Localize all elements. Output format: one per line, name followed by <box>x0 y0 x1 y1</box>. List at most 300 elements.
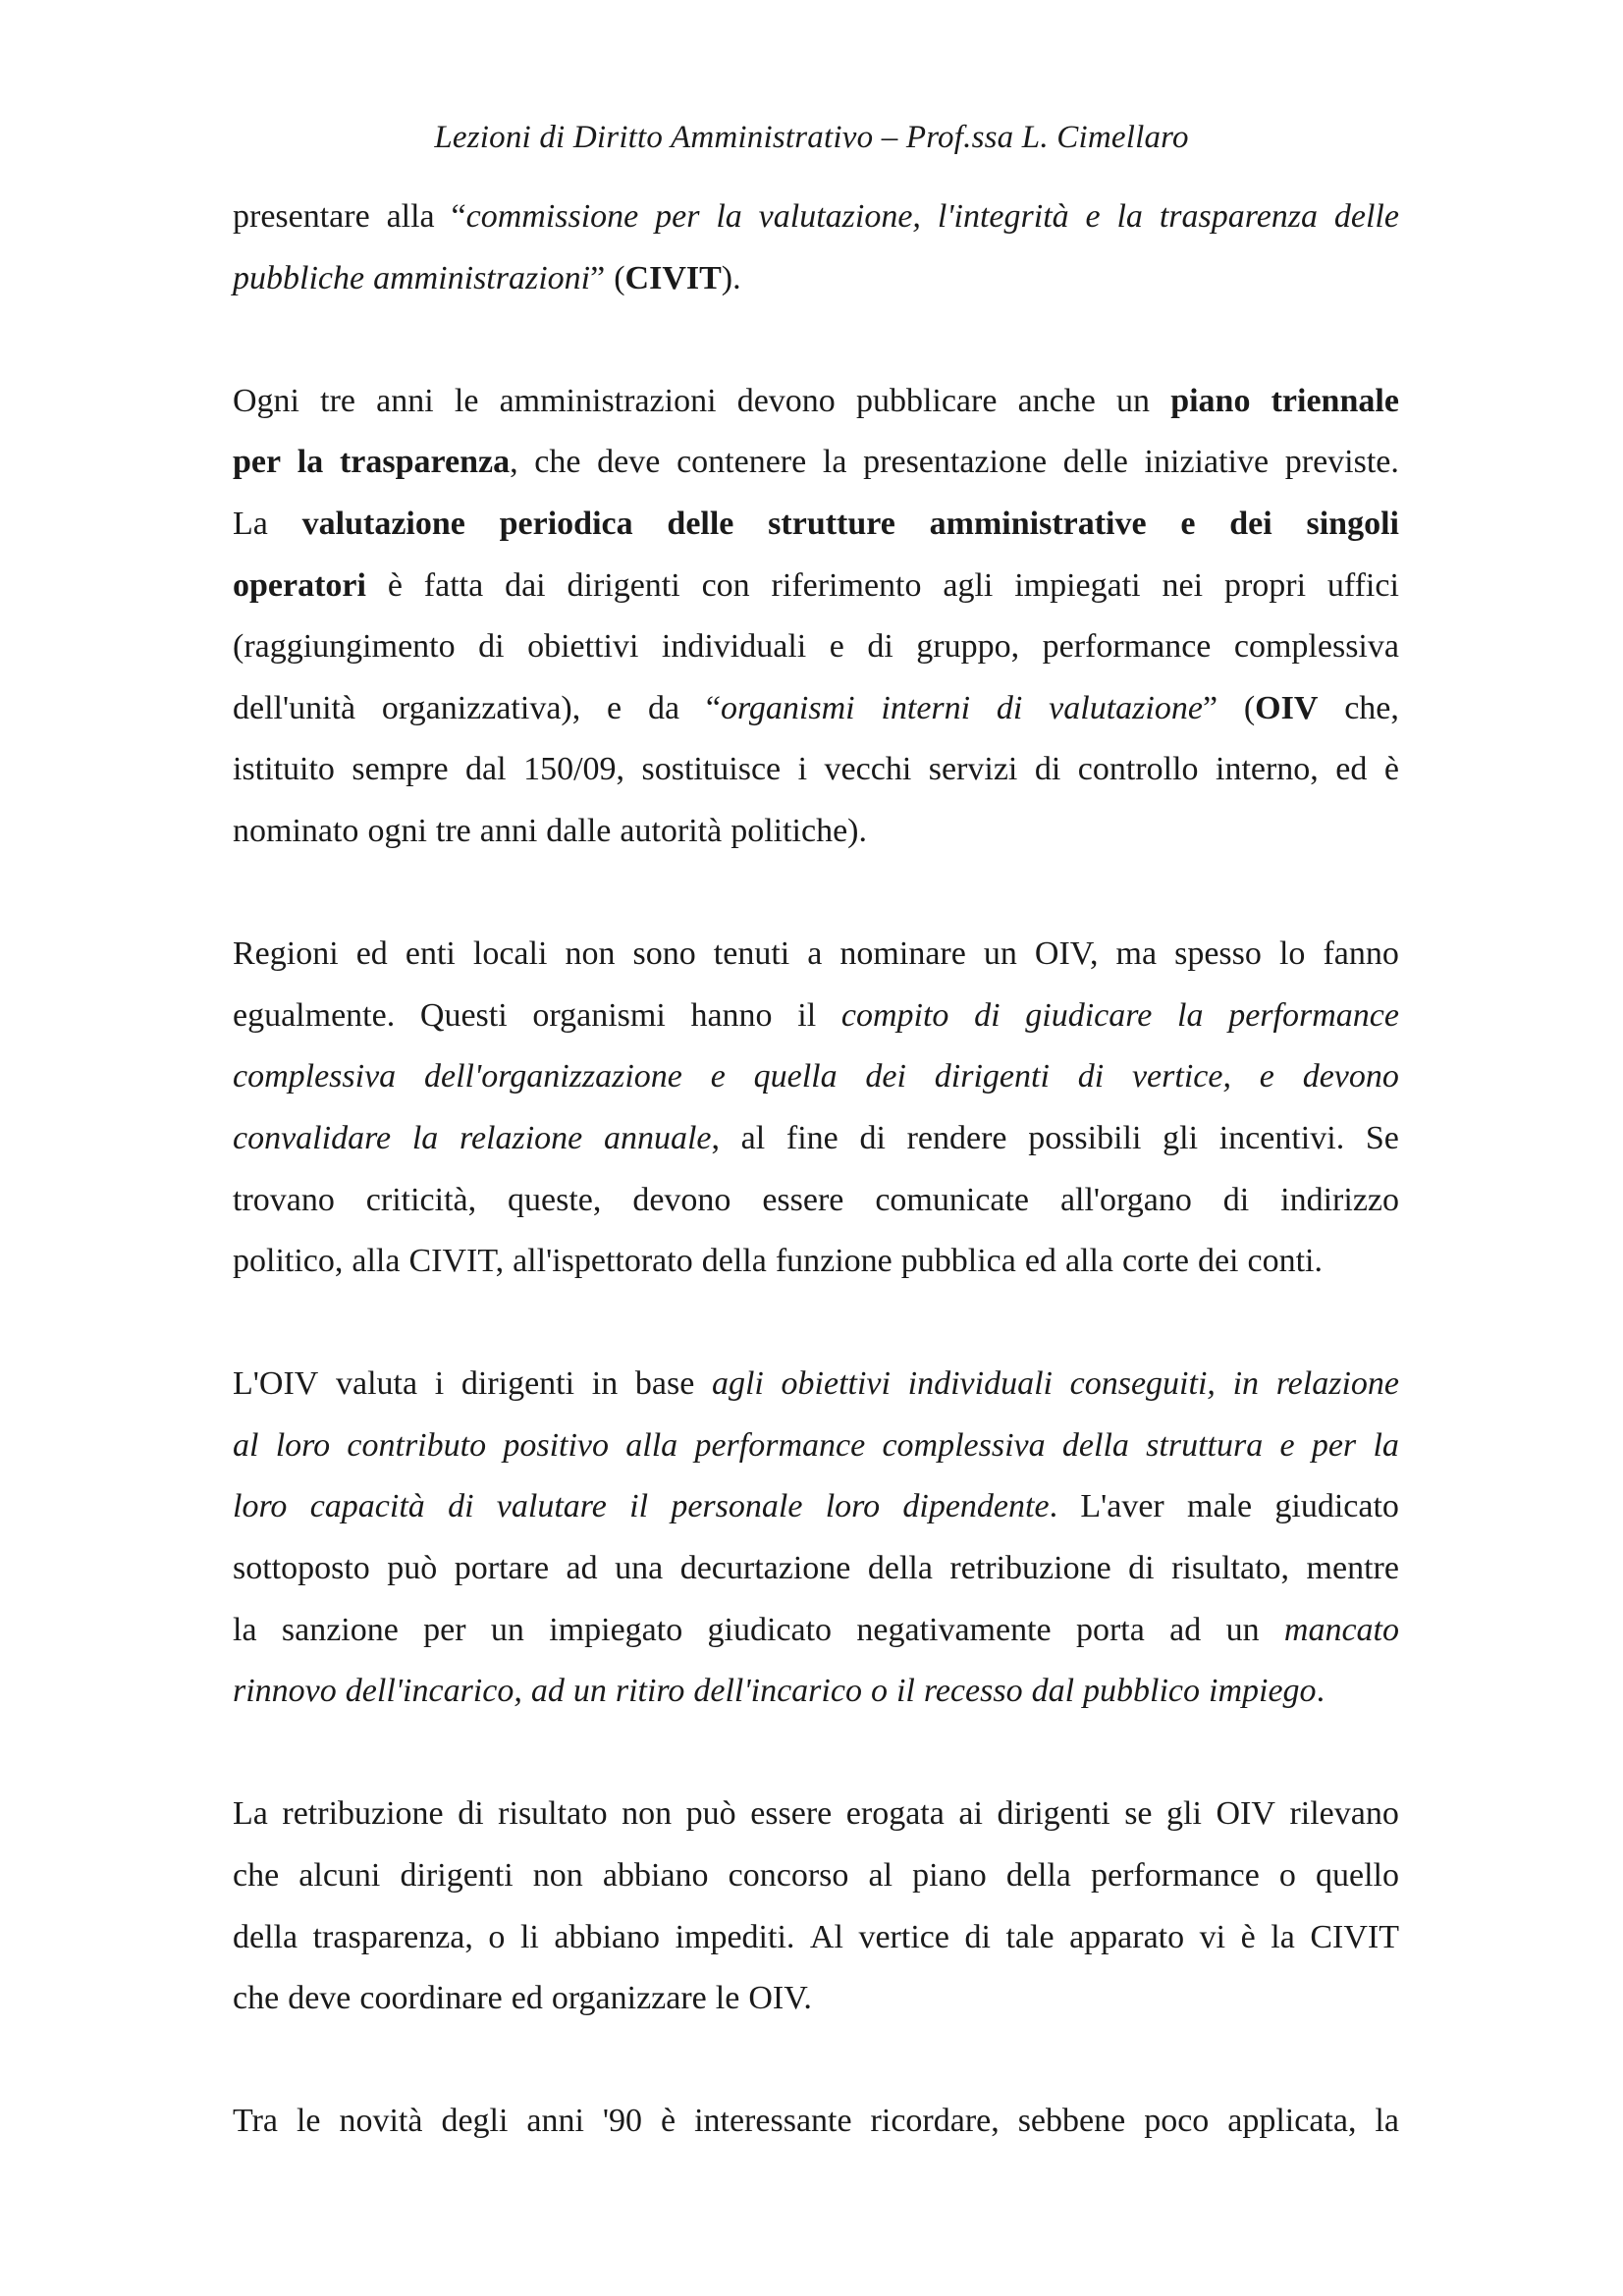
word: Ogni <box>233 382 299 419</box>
word: individuali <box>661 628 807 666</box>
word: è <box>387 566 403 604</box>
word: concorso <box>728 1857 849 1895</box>
word: CIVIT, <box>408 1243 505 1280</box>
word: uffici <box>1326 566 1399 604</box>
word: obiettivi <box>527 628 639 666</box>
word: erogata <box>845 1795 945 1833</box>
paragraph <box>233 2091 1399 2153</box>
word: devono <box>736 382 836 419</box>
word: ogni <box>367 812 427 849</box>
word: capacità <box>309 1488 425 1525</box>
word: hanno <box>690 996 773 1034</box>
text-line <box>233 1231 1399 1293</box>
word: struttura <box>1146 1426 1264 1464</box>
word: anni <box>526 2103 584 2140</box>
word: OIV. <box>748 1980 812 2017</box>
word: negativamente <box>856 1611 1052 1648</box>
word: fatta <box>423 566 484 604</box>
text-line <box>233 2091 1399 2153</box>
word: le <box>715 1980 740 2017</box>
word: delle <box>667 505 734 542</box>
word: operatori <box>233 566 366 604</box>
word: amministrazioni <box>499 382 717 419</box>
word: devono <box>1302 1058 1399 1095</box>
word: OIV <box>1216 1795 1275 1833</box>
text-line <box>233 248 1399 310</box>
word: di <box>964 1918 991 1955</box>
word: se <box>1124 1795 1153 1833</box>
word: di <box>974 996 1001 1034</box>
word: dell'organizzazione <box>424 1058 682 1095</box>
word: della <box>233 1918 298 1955</box>
word: L'OIV <box>233 1365 319 1403</box>
word: vertice, <box>1131 1058 1231 1095</box>
text-line <box>233 1845 1399 1907</box>
word: ed <box>511 1980 543 2017</box>
word: mancato <box>1283 1611 1399 1648</box>
word: di <box>458 1795 484 1833</box>
word: in <box>591 1365 619 1403</box>
word: compito <box>840 996 949 1034</box>
word: (OIV <box>1243 689 1319 726</box>
word: organizzativa), <box>381 689 581 726</box>
word: “commissione <box>451 198 639 235</box>
word: organizzare <box>551 1980 707 2017</box>
text-line <box>233 556 1399 617</box>
word: e <box>710 1058 726 1095</box>
word: della <box>867 1550 933 1587</box>
word: di <box>478 628 505 666</box>
text-line <box>233 494 1399 556</box>
word: OIV, <box>1034 935 1099 973</box>
word: (raggiungimento <box>233 628 456 666</box>
word: valutazione, <box>758 198 921 235</box>
word: singoli <box>1306 505 1399 542</box>
word: organismi <box>532 996 666 1034</box>
word: dai <box>505 566 546 604</box>
word: dell'unità <box>233 689 356 726</box>
word: un <box>490 1611 524 1648</box>
word: l'integrità <box>937 198 1069 235</box>
word: La <box>233 1795 268 1833</box>
word: deve <box>288 1980 352 2017</box>
text-line <box>233 1046 1399 1108</box>
word: propri <box>1223 566 1307 604</box>
word: giudicato <box>707 1611 833 1648</box>
word: anche <box>1017 382 1096 419</box>
word: di <box>867 628 893 666</box>
word: decurtazione <box>679 1550 851 1587</box>
word: è <box>1240 1918 1256 1955</box>
word: porta <box>1075 1611 1145 1648</box>
body-text <box>233 187 1399 2153</box>
word: la <box>297 444 324 481</box>
word: nei <box>1162 566 1204 604</box>
word: Questi <box>419 996 508 1034</box>
word: piano <box>1170 382 1251 419</box>
word: valutare <box>496 1488 607 1525</box>
word: dirigenti <box>567 566 680 604</box>
word: base <box>634 1365 695 1403</box>
word: o <box>1278 1857 1296 1895</box>
word: all'organo <box>1059 1181 1192 1218</box>
word: possibili <box>1028 1119 1142 1156</box>
word: dirigenti <box>400 1857 514 1895</box>
word: alla <box>625 1426 678 1464</box>
word: e <box>607 689 622 726</box>
word: può <box>685 1795 736 1833</box>
word: può <box>387 1550 438 1587</box>
word: coordinare <box>359 1980 503 2017</box>
word: loro <box>825 1488 881 1525</box>
word: che <box>233 1857 280 1895</box>
word: un <box>983 935 1017 973</box>
word: relazione <box>459 1119 583 1156</box>
word: deve <box>597 444 661 481</box>
word: alla <box>352 1243 401 1280</box>
word: e <box>1085 198 1101 235</box>
word: sanzione <box>281 1611 399 1648</box>
word: loro <box>233 1488 288 1525</box>
word: positivo <box>503 1426 610 1464</box>
paragraph-gap <box>233 863 1399 925</box>
word: Se <box>1365 1119 1399 1156</box>
word: performance <box>694 1426 866 1464</box>
text-line <box>233 1784 1399 1845</box>
word: dei <box>1229 505 1272 542</box>
word: ad <box>530 1673 565 1710</box>
word: ritiro <box>615 1673 685 1710</box>
word: i <box>797 751 808 788</box>
word: anni <box>479 812 538 849</box>
word: retribuzione <box>949 1550 1111 1587</box>
word: presentazione <box>863 444 1048 481</box>
word: Tra <box>233 2103 278 2140</box>
word: sostituisce <box>641 751 782 788</box>
word: gli <box>1166 1795 1202 1833</box>
text-line <box>233 1476 1399 1538</box>
word: novità <box>339 2103 423 2140</box>
text-line <box>233 1538 1399 1600</box>
text-line <box>233 1170 1399 1232</box>
word: poco <box>1144 2103 1210 2140</box>
word: periodica <box>499 505 633 542</box>
word: politico, <box>233 1243 344 1280</box>
word: valutazione” <box>1049 689 1218 726</box>
word: comunicate <box>875 1181 1030 1218</box>
word: un <box>1225 1611 1260 1648</box>
word: piano <box>912 1857 987 1895</box>
word: dell'incarico, <box>345 1673 522 1710</box>
paragraph-gap <box>233 1293 1399 1355</box>
word: performance <box>1042 628 1212 666</box>
word: di <box>448 1488 474 1525</box>
word: gruppo, <box>916 628 1020 666</box>
word: conti. <box>1247 1243 1323 1280</box>
text-line <box>233 1661 1399 1723</box>
word: valuta <box>336 1365 418 1403</box>
word: ad <box>1169 1611 1202 1648</box>
word: convalidare <box>233 1119 392 1156</box>
text-line <box>233 432 1399 494</box>
word: complessiva <box>233 1058 397 1095</box>
word: spesso <box>1174 935 1262 973</box>
word: '90 <box>602 2103 643 2140</box>
word: a <box>807 935 823 973</box>
word: devono <box>632 1181 731 1218</box>
word: valutazione <box>301 505 465 542</box>
word: degli <box>441 2103 509 2140</box>
word: il <box>629 1488 649 1525</box>
word: dipendente. <box>902 1488 1058 1525</box>
word: è <box>1383 751 1399 788</box>
word: che <box>534 444 581 481</box>
word: interno, <box>1216 751 1319 788</box>
word: abbiano <box>602 1857 709 1895</box>
text-line <box>233 1108 1399 1170</box>
word: la <box>822 444 847 481</box>
word: abbiano <box>554 1918 661 1955</box>
word: male <box>1187 1488 1253 1525</box>
word: la <box>716 198 742 235</box>
word: per <box>655 198 700 235</box>
word: fine <box>785 1119 839 1156</box>
word: retribuzione <box>282 1795 444 1833</box>
paragraph-gap <box>233 1723 1399 1785</box>
word: vi <box>1199 1918 1226 1955</box>
text-line <box>233 1600 1399 1662</box>
word: di <box>1128 1550 1155 1587</box>
word: quello <box>1316 1857 1399 1895</box>
word: al <box>868 1857 893 1895</box>
word: La <box>233 505 268 542</box>
page-header: Lezioni di Diritto Amministrativo – Prof.ssa L. Cimellaro <box>434 120 1189 155</box>
word: riferimento <box>771 566 922 604</box>
word: di <box>1034 751 1061 788</box>
word: interni <box>881 689 971 726</box>
word: trasparenza, <box>312 1918 473 1955</box>
word: gli <box>1163 1119 1199 1156</box>
word: ma <box>1115 935 1158 973</box>
word: vecchi <box>824 751 912 788</box>
word: triennale <box>1271 382 1399 419</box>
text-line <box>233 986 1399 1047</box>
word: la <box>1116 198 1143 235</box>
word: impiego. <box>1209 1673 1325 1710</box>
word: sebbene <box>1017 2103 1126 2140</box>
word: di <box>1222 1181 1250 1218</box>
word: in <box>1232 1365 1260 1403</box>
word: nominato <box>233 812 359 849</box>
word: previste. <box>1284 444 1399 481</box>
word: non <box>532 1857 583 1895</box>
word: una <box>615 1550 664 1587</box>
word: e <box>1279 1426 1295 1464</box>
word: impiegato <box>549 1611 683 1648</box>
text-line <box>233 616 1399 678</box>
word: interessante <box>694 2103 852 2140</box>
word: essere <box>762 1181 844 1218</box>
word: complessiva <box>1233 628 1399 666</box>
word: presentare <box>233 198 370 235</box>
word: rendere <box>906 1119 1007 1156</box>
word: rinnovo <box>233 1673 337 1710</box>
paragraph <box>233 924 1399 1293</box>
word: dirigenti <box>460 1365 575 1403</box>
word: non <box>622 1795 673 1833</box>
word: la <box>411 1119 439 1156</box>
word: sempre <box>352 751 449 788</box>
word: iniziative <box>1144 444 1270 481</box>
word: dal <box>1031 1673 1075 1710</box>
word: la <box>1271 1918 1295 1955</box>
word: di <box>859 1119 886 1156</box>
word: risultato, <box>1171 1550 1290 1587</box>
word: tre <box>320 382 356 419</box>
word: dirigenti <box>997 1795 1110 1833</box>
word: nominare <box>839 935 966 973</box>
word: indirizzo <box>1280 1181 1399 1218</box>
word: delle <box>1333 198 1399 235</box>
word: “organismi <box>705 689 855 726</box>
word: per <box>423 1611 466 1648</box>
word: non <box>565 935 616 973</box>
word: autorità <box>620 812 723 849</box>
word: ad <box>566 1550 598 1587</box>
word: servizi <box>928 751 1018 788</box>
word: per <box>1311 1426 1357 1464</box>
word: fanno <box>1323 935 1399 973</box>
word: della <box>1005 1857 1071 1895</box>
word: che, <box>1344 689 1399 726</box>
word: un <box>1116 382 1151 419</box>
word: e <box>1259 1058 1274 1095</box>
word: complessiva <box>882 1426 1046 1464</box>
word: sono <box>632 935 696 973</box>
word: amministrazioni” <box>373 259 606 296</box>
word: criticità, <box>365 1181 477 1218</box>
word: alla <box>386 198 435 235</box>
word: annuale, <box>603 1119 720 1156</box>
text-line <box>233 739 1399 801</box>
word: che <box>233 1980 280 2017</box>
word: mentre <box>1306 1550 1399 1587</box>
word: pubblicare <box>855 382 998 419</box>
word: agli <box>943 566 994 604</box>
word: le <box>296 2103 321 2140</box>
word: vertice <box>858 1918 949 1955</box>
word: locali <box>472 935 548 973</box>
word: trasparenza <box>1159 198 1319 235</box>
word: dal <box>465 751 507 788</box>
word: dalle <box>546 812 612 849</box>
word: le <box>454 382 479 419</box>
word: impiegati <box>1014 566 1141 604</box>
word: egualmente. <box>233 996 396 1034</box>
word: la <box>233 1611 257 1648</box>
word: dirigenti <box>934 1058 1050 1095</box>
word: dei <box>1197 1243 1239 1280</box>
word: al <box>233 1426 259 1464</box>
word: lo <box>1278 935 1306 973</box>
word: la <box>1373 1426 1399 1464</box>
text-line <box>233 678 1399 740</box>
word: CIVIT <box>1310 1918 1399 1955</box>
word: della <box>1061 1426 1129 1464</box>
word: enti <box>405 935 456 973</box>
word: delle <box>1062 444 1128 481</box>
word: essere <box>750 1795 833 1833</box>
word: alcuni <box>298 1857 381 1895</box>
word: queste, <box>508 1181 602 1218</box>
word: Regioni <box>233 935 339 973</box>
word: relazione <box>1275 1365 1399 1403</box>
word: di <box>996 689 1023 726</box>
word: impediti. <box>675 1918 795 1955</box>
word: ed <box>355 935 388 973</box>
word: applicata, <box>1227 2103 1357 2140</box>
word: istituito <box>233 751 335 788</box>
word: li <box>519 1918 539 1955</box>
word: il <box>895 1673 915 1710</box>
text-line <box>233 801 1399 863</box>
word: pubbliche <box>233 259 365 296</box>
word: ricordare, <box>870 2103 1000 2140</box>
word: trasparenza, <box>339 444 518 481</box>
text-line <box>233 1968 1399 2030</box>
word: ed <box>1024 1243 1056 1280</box>
paragraph <box>233 1784 1399 2029</box>
word: il <box>797 996 817 1034</box>
word: risultato <box>498 1795 608 1833</box>
word: da <box>647 689 680 726</box>
word: tale <box>1005 1918 1055 1955</box>
word: ed <box>1335 751 1368 788</box>
word: L'aver <box>1080 1488 1164 1525</box>
word: pubblica <box>900 1243 1016 1280</box>
word: performance <box>1228 996 1399 1034</box>
word: individuali <box>907 1365 1053 1403</box>
text-line <box>233 924 1399 986</box>
word: personale <box>671 1488 803 1525</box>
word: rilevano <box>1289 1795 1399 1833</box>
word: quella <box>753 1058 838 1095</box>
word: all'ispettorato <box>513 1243 693 1280</box>
word: un <box>572 1673 607 1710</box>
word: recesso <box>923 1673 1023 1710</box>
word: alla <box>1064 1243 1114 1280</box>
word: apparato <box>1069 1918 1185 1955</box>
word: per <box>233 444 282 481</box>
paragraph <box>233 187 1399 309</box>
word: incentivi. <box>1218 1119 1345 1156</box>
paragraph-gap <box>233 309 1399 371</box>
word: di <box>1077 1058 1105 1095</box>
word: strutture <box>768 505 895 542</box>
word: della <box>701 1243 767 1280</box>
word: tre <box>435 812 471 849</box>
word: giudicato <box>1274 1488 1399 1525</box>
word: tenuti <box>713 935 790 973</box>
word: dei <box>865 1058 906 1095</box>
word: giudicare <box>1025 996 1153 1034</box>
word: e <box>1180 505 1196 542</box>
text-line <box>233 1354 1399 1415</box>
word: politiche). <box>730 812 868 849</box>
word: anni <box>376 382 434 419</box>
word: funzione <box>775 1243 893 1280</box>
word: portare <box>454 1550 550 1587</box>
